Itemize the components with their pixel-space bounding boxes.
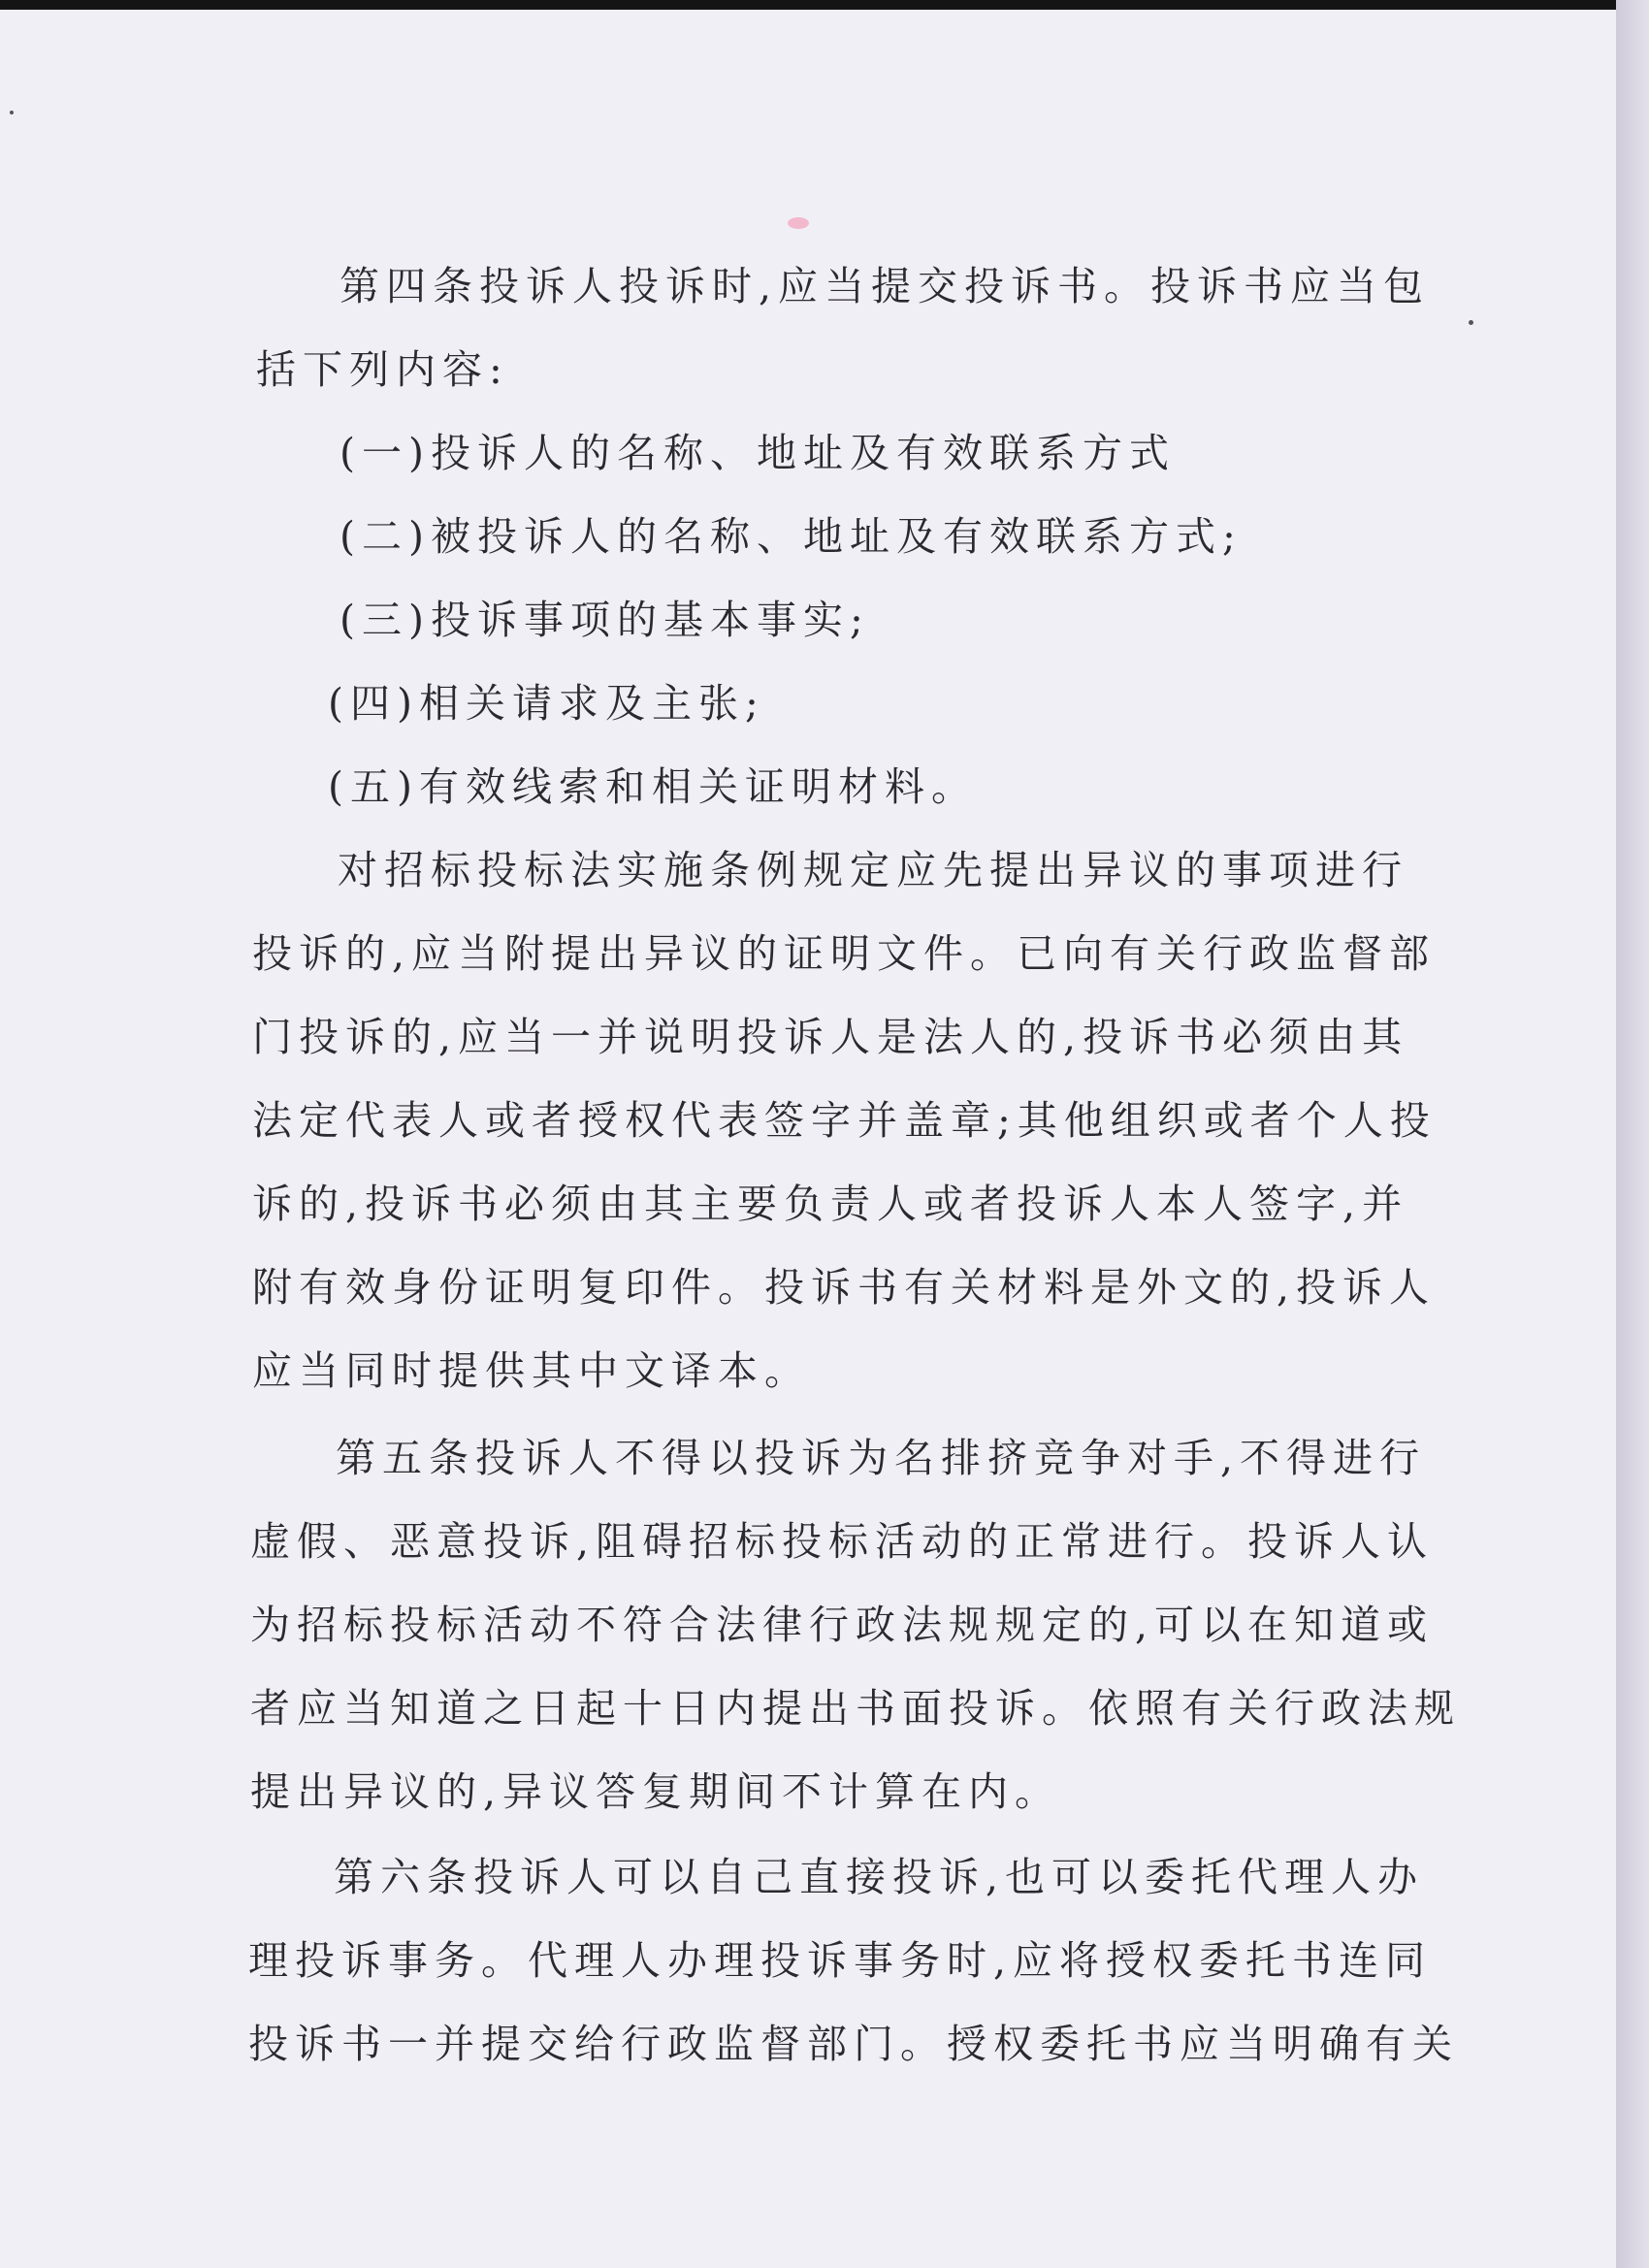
ink-dot-mark bbox=[10, 111, 14, 114]
list-item-line: (五)有效线索和相关证明材料。 bbox=[328, 763, 978, 810]
text-line: 理投诉事务。代理人办理投诉事务时,应将授权委托书连同 bbox=[248, 1937, 1433, 1984]
text-line: 虚假、恶意投诉,阻碍招标投标活动的正常进行。投诉人认 bbox=[250, 1518, 1435, 1565]
text-line: 法定代表人或者授权代表签字并盖章;其他组织或者个人投 bbox=[252, 1097, 1437, 1144]
text-line: 第五条投诉人不得以投诉为名排挤竞争对手,不得进行 bbox=[336, 1435, 1427, 1481]
text-line: 应当同时提供其中文译本。 bbox=[252, 1347, 811, 1394]
text-line: 投诉书一并提交给行政监督部门。授权委托书应当明确有关 bbox=[248, 2021, 1459, 2067]
list-item-line: (一)投诉人的名称、地址及有效联系方式 bbox=[340, 430, 1176, 476]
text-line: 附有效身份证明复印件。投诉书有关材料是外文的,投诉人 bbox=[252, 1264, 1437, 1311]
text-line: 者应当知道之日起十日内提出书面投诉。依照有关行政法规 bbox=[250, 1685, 1461, 1732]
scan-top-edge bbox=[0, 0, 1649, 10]
document-page bbox=[0, 10, 1616, 2268]
text-line: 提出异议的,异议答复期间不计算在内。 bbox=[250, 1768, 1062, 1815]
text-line: 第四条投诉人投诉时,应当提交投诉书。投诉书应当包 bbox=[340, 263, 1431, 309]
list-item-line: (二)被投诉人的名称、地址及有效联系方式; bbox=[340, 513, 1243, 560]
text-line: 为招标投标活动不符合法律行政法规规定的,可以在知道或 bbox=[250, 1602, 1435, 1648]
text-line: 对招标投标法实施条例规定应先提出异议的事项进行 bbox=[338, 847, 1408, 893]
list-item-line: (三)投诉事项的基本事实; bbox=[340, 597, 870, 643]
scan-right-edge bbox=[1616, 0, 1649, 2268]
text-line: 括下列内容: bbox=[256, 346, 509, 393]
text-line: 诉的,投诉书必须由其主要负责人或者投诉人本人签字,并 bbox=[252, 1181, 1409, 1227]
text-line: 门投诉的,应当一并说明投诉人是法人的,投诉书必须由其 bbox=[252, 1014, 1409, 1060]
ink-dot-mark bbox=[1469, 320, 1473, 325]
list-item-line: (四)相关请求及主张; bbox=[328, 680, 765, 727]
pink-ink-mark bbox=[788, 217, 809, 229]
text-line: 第六条投诉人可以自己直接投诉,也可以委托代理人办 bbox=[334, 1854, 1425, 1900]
text-line: 投诉的,应当附提出异议的证明文件。已向有关行政监督部 bbox=[252, 930, 1437, 977]
